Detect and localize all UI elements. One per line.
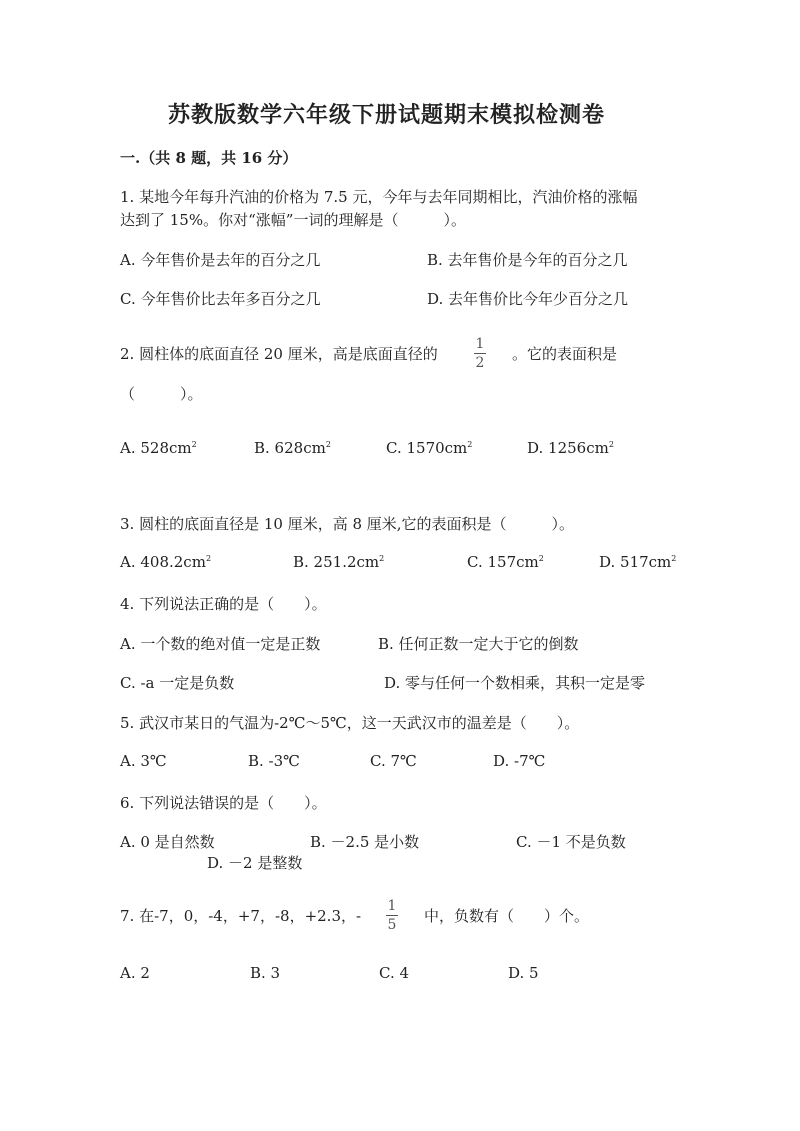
superscript: 2 <box>608 440 614 449</box>
q7-option-b[interactable]: B. 3 <box>250 964 281 982</box>
q3-option-b[interactable] <box>293 553 384 571</box>
q7-option-a[interactable]: A. 2 <box>120 964 150 982</box>
superscript: 2 <box>379 554 385 563</box>
q3-option-c[interactable] <box>467 553 544 571</box>
fraction-one-fifth <box>386 898 398 933</box>
q7-option-d[interactable]: D. 5 <box>508 964 539 982</box>
q5-option-b[interactable]: B. -3℃ <box>248 752 300 770</box>
question-2-text: 2. 圆柱体的底面直径 20 厘米，高是底面直径的 <box>120 345 438 363</box>
q6-option-b[interactable]: B. －2.5 是小数 <box>310 833 420 851</box>
q6-option-a[interactable]: A. 0 是自然数 <box>120 833 215 851</box>
fraction-numerator: 1 <box>387 898 397 914</box>
superscript: 2 <box>538 554 544 563</box>
question-5-text: 5. 武汉市某日的气温为-2℃～5℃，这一天武汉市的温差是（ ）。 <box>120 714 580 732</box>
q2-option-a[interactable] <box>120 439 197 457</box>
q4-option-c[interactable]: C. -a 一定是负数 <box>120 674 235 692</box>
q2-option-b-label: B. 628cm <box>254 439 326 457</box>
q1-option-c[interactable]: C. 今年售价比去年多百分之几 <box>120 290 321 308</box>
q2-option-d-label: D. 1256cm <box>527 439 609 457</box>
fraction-bar <box>474 353 486 354</box>
fraction-numerator: 1 <box>475 336 485 352</box>
q2-option-d[interactable] <box>527 439 614 457</box>
q5-option-a[interactable]: A. 3℃ <box>120 752 167 770</box>
question-1-line-1: 1. 某地今年每升汽油的价格为 7.5 元，今年与去年同期相比，汽油价格的涨幅 <box>120 188 638 206</box>
superscript: 2 <box>467 440 473 449</box>
fraction-bar <box>386 915 398 916</box>
q2-option-a-label: A. 528cm <box>120 439 192 457</box>
question-4-text: 4. 下列说法正确的是（ ）。 <box>120 595 327 613</box>
superscript: 2 <box>191 440 197 449</box>
question-3-text: 3. 圆柱的底面直径是 10 厘米，高 8 厘米,它的表面积是（ ）。 <box>120 515 575 533</box>
section-heading: 一.（共 8 题，共 16 分） <box>120 149 298 167</box>
superscript: 2 <box>671 554 677 563</box>
question-2-line-2: （ ）。 <box>120 385 203 403</box>
q3-option-d-label: D. 517cm <box>599 553 672 571</box>
q6-option-d[interactable]: D. －2 是整数 <box>207 854 303 872</box>
question-2-text-after: 。它的表面积是 <box>512 345 618 363</box>
q3-option-c-label: C. 157cm <box>467 553 539 571</box>
superscript: 2 <box>325 440 331 449</box>
q1-option-b[interactable]: B. 去年售价是今年的百分之几 <box>427 251 628 269</box>
fraction-denominator: 5 <box>387 917 397 933</box>
q3-option-a[interactable] <box>120 553 211 571</box>
q2-option-c-label: C. 1570cm <box>386 439 468 457</box>
question-7-text-after: 中，负数有（ ）个。 <box>424 907 590 925</box>
q2-option-c[interactable] <box>386 439 472 457</box>
question-7-text: 7. 在-7，0，-4，+7，-8，+2.3，- <box>120 907 362 925</box>
q4-option-a[interactable]: A. 一个数的绝对值一定是正数 <box>120 635 321 653</box>
q5-option-c[interactable]: C. 7℃ <box>370 752 417 770</box>
q5-option-d[interactable]: D. -7℃ <box>493 752 546 770</box>
q1-option-d[interactable]: D. 去年售价比今年少百分之几 <box>427 290 629 308</box>
fraction-one-half <box>474 336 486 371</box>
q2-option-b[interactable] <box>254 439 331 457</box>
q6-option-c[interactable]: C. －1 不是负数 <box>516 833 626 851</box>
q3-option-b-label: B. 251.2cm <box>293 553 380 571</box>
question-6-text: 6. 下列说法错误的是（ ）。 <box>120 794 327 812</box>
q4-option-d[interactable]: D. 零与任何一个数相乘，其积一定是零 <box>384 674 646 692</box>
question-1-line-2: 达到了 15%。你对“涨幅”一词的理解是（ ）。 <box>120 211 466 229</box>
q7-option-c[interactable]: C. 4 <box>379 964 410 982</box>
q3-option-a-label: A. 408.2cm <box>120 553 206 571</box>
q3-option-d[interactable] <box>599 553 676 571</box>
fraction-denominator: 2 <box>475 355 485 371</box>
q4-option-b[interactable]: B. 任何正数一定大于它的倒数 <box>378 635 579 653</box>
superscript: 2 <box>205 554 212 563</box>
q1-option-a[interactable]: A. 今年售价是去年的百分之几 <box>120 251 321 269</box>
page-title: 苏教版数学六年级下册试题期末模拟检测卷 <box>168 102 606 128</box>
